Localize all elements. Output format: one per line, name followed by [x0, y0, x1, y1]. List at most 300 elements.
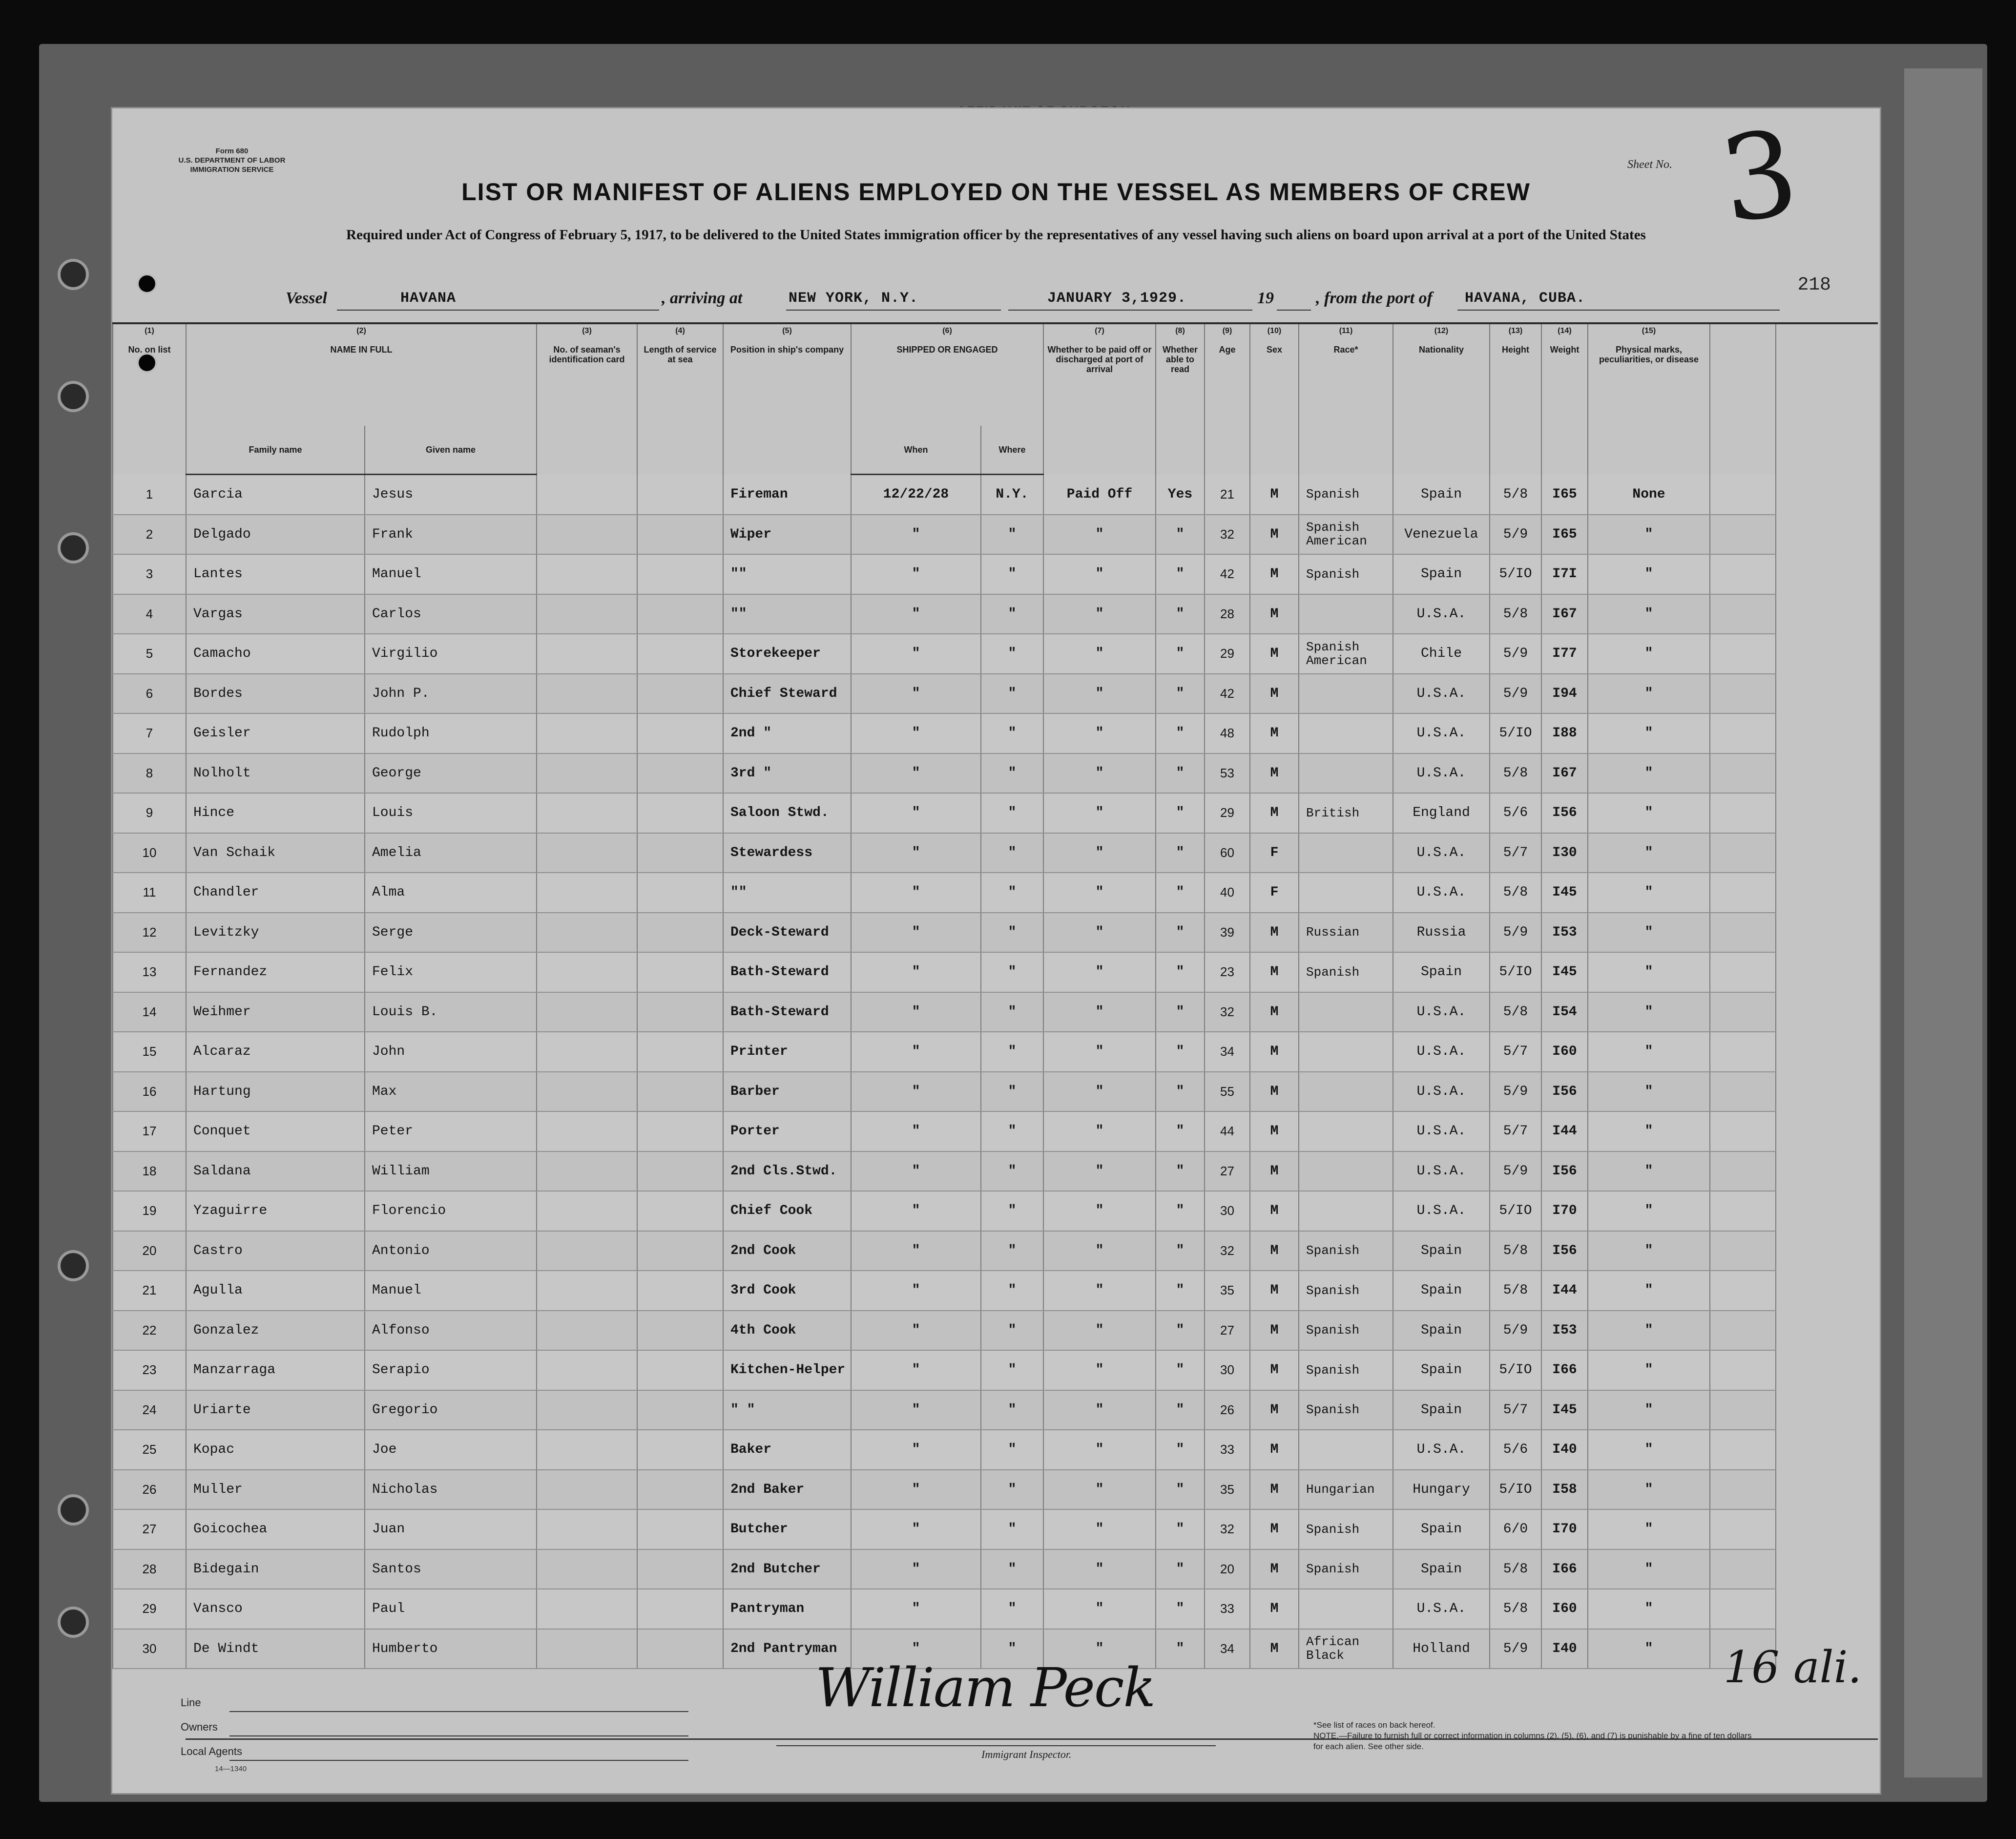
row-number-cell: 30 — [113, 1629, 186, 1669]
id-card-cell — [537, 753, 637, 794]
binder-hole — [58, 259, 89, 290]
sex-cell: M — [1250, 634, 1299, 674]
age-cell: 60 — [1205, 833, 1250, 873]
position-cell: " " — [723, 1390, 851, 1430]
shipped-when-cell: " — [851, 952, 981, 992]
shipped-where-cell: " — [981, 1629, 1043, 1669]
height-cell: 5/8 — [1490, 873, 1541, 913]
race-cell: Spanish — [1299, 475, 1393, 515]
shipped-where-cell: " — [981, 1430, 1043, 1470]
blank-cell-cell — [1710, 634, 1776, 674]
table-row — [113, 1191, 1776, 1231]
service-length-cell — [637, 475, 723, 515]
physical-marks-cell: " — [1588, 594, 1710, 634]
service-name: IMMIGRATION SERVICE — [190, 166, 274, 174]
paid-off-cell: " — [1043, 554, 1156, 594]
service-length-cell — [637, 793, 723, 833]
sex-cell: M — [1250, 1032, 1299, 1072]
blank-cell-cell — [1710, 1390, 1776, 1430]
age-cell: 32 — [1205, 992, 1250, 1032]
id-card-cell — [537, 1509, 637, 1549]
height-cell: 5/9 — [1490, 515, 1541, 555]
nationality-cell: Spain — [1393, 1271, 1490, 1311]
age-cell: 32 — [1205, 515, 1250, 555]
nationality-cell: U.S.A. — [1393, 833, 1490, 873]
height-cell: 5/IO — [1490, 554, 1541, 594]
able-to-read-cell: " — [1156, 1072, 1205, 1112]
table-row — [113, 1390, 1776, 1430]
age-cell: 20 — [1205, 1549, 1250, 1589]
physical-marks-cell: " — [1588, 713, 1710, 753]
agent-labels — [181, 1691, 242, 1764]
given-name-cell: Amelia — [365, 833, 537, 873]
position-cell: Chief Cook — [723, 1191, 851, 1231]
weight-cell: I56 — [1541, 793, 1588, 833]
height-cell: 5/9 — [1490, 674, 1541, 714]
col-header-position: (5) Position in ship's company — [723, 324, 851, 475]
weight-cell: I58 — [1541, 1470, 1588, 1510]
nationality-cell: England — [1393, 793, 1490, 833]
table-row — [113, 1032, 1776, 1072]
shipped-where-cell: " — [981, 1549, 1043, 1589]
nationality-cell: Hungary — [1393, 1470, 1490, 1510]
given-name-cell: Manuel — [365, 554, 537, 594]
shipped-when-cell: " — [851, 793, 981, 833]
sex-cell: M — [1250, 1509, 1299, 1549]
id-card-cell — [537, 952, 637, 992]
sex-cell: M — [1250, 515, 1299, 555]
position-cell: Storekeeper — [723, 634, 851, 674]
shipped-where-cell: " — [981, 913, 1043, 953]
col-header-age: (9) Age — [1205, 324, 1250, 475]
id-card-cell — [537, 1032, 637, 1072]
sex-cell: M — [1250, 1072, 1299, 1112]
table-row — [113, 1151, 1776, 1191]
page-subtitle: Required under Act of Congress of February 5, 1917, to be delivered to the United States immigration officer by the representatives of any vessel having such aliens on board upon arrival at a port of the United States — [346, 227, 1646, 243]
col-header-family-name: Family name — [186, 426, 365, 475]
weight-cell: I44 — [1541, 1271, 1588, 1311]
table-row — [113, 634, 1776, 674]
page-title: LIST OR MANIFEST OF ALIENS EMPLOYED ON THE VESSEL AS MEMBERS OF CREW — [461, 178, 1531, 206]
nationality-cell: Spain — [1393, 1231, 1490, 1271]
shipped-where-cell: " — [981, 515, 1043, 555]
sheet-number-label: Sheet No. — [1627, 158, 1672, 171]
nationality-cell: U.S.A. — [1393, 674, 1490, 714]
family-name-cell: Levitzky — [186, 913, 365, 953]
given-name-cell: Florencio — [365, 1191, 537, 1231]
physical-marks-cell: " — [1588, 753, 1710, 794]
blank-cell-cell — [1710, 713, 1776, 753]
nationality-cell: Holland — [1393, 1629, 1490, 1669]
inspector-caption: Immigrant Inspector. — [981, 1748, 1072, 1760]
family-name-cell: Fernandez — [186, 952, 365, 992]
age-cell: 35 — [1205, 1470, 1250, 1510]
shipped-when-cell: " — [851, 913, 981, 953]
race-cell: Spanish American — [1299, 515, 1393, 555]
table-row — [113, 833, 1776, 873]
manifest-sheet — [112, 104, 1880, 1793]
stamp-number: 218 — [1797, 274, 1831, 295]
col-header-service: (4) Length of service at sea — [637, 324, 723, 475]
sex-cell: M — [1250, 713, 1299, 753]
sex-cell: M — [1250, 913, 1299, 953]
position-cell: "" — [723, 554, 851, 594]
family-name-cell: Van Schaik — [186, 833, 365, 873]
race-cell — [1299, 753, 1393, 794]
position-cell: Bath-Steward — [723, 952, 851, 992]
family-name-cell: Vargas — [186, 594, 365, 634]
height-cell: 5/9 — [1490, 1311, 1541, 1351]
binder-hole — [58, 1607, 89, 1638]
height-cell: 5/8 — [1490, 753, 1541, 794]
line-label: Line — [181, 1696, 201, 1709]
given-name-cell: Peter — [365, 1111, 537, 1151]
sex-cell: M — [1250, 1350, 1299, 1390]
position-cell: Kitchen-Helper — [723, 1350, 851, 1390]
able-to-read-cell: " — [1156, 793, 1205, 833]
race-cell — [1299, 873, 1393, 913]
vessel-name: HAVANA — [400, 290, 457, 307]
shipped-when-cell: 12/22/28 — [851, 475, 981, 515]
height-cell: 5/IO — [1490, 1470, 1541, 1510]
blank-cell-cell — [1710, 1589, 1776, 1629]
col-header-shipped: (6) SHIPPED OR ENGAGED — [851, 324, 1043, 426]
paid-off-cell: " — [1043, 674, 1156, 714]
nationality-cell: U.S.A. — [1393, 1151, 1490, 1191]
row-number-cell: 10 — [113, 833, 186, 873]
blank-cell-cell — [1710, 674, 1776, 714]
table-row — [113, 793, 1776, 833]
weight-cell: I45 — [1541, 952, 1588, 992]
position-cell: Deck-Steward — [723, 913, 851, 953]
shipped-when-cell: " — [851, 634, 981, 674]
blank-cell-cell — [1710, 913, 1776, 953]
family-name-cell: Hince — [186, 793, 365, 833]
given-name-cell: Humberto — [365, 1629, 537, 1669]
col-header-marks: (15) Physical marks, peculiarities, or disease — [1588, 324, 1710, 475]
weight-cell: I66 — [1541, 1350, 1588, 1390]
blank-cell-cell — [1710, 1072, 1776, 1112]
sex-cell: M — [1250, 1589, 1299, 1629]
shipped-where-cell: " — [981, 1191, 1043, 1231]
row-number-cell: 19 — [113, 1191, 186, 1231]
table-row — [113, 952, 1776, 992]
blank-cell-cell — [1710, 1271, 1776, 1311]
family-name-cell: Garcia — [186, 475, 365, 515]
col-header-name: (2) NAME IN FULL — [186, 324, 537, 426]
row-number-cell: 17 — [113, 1111, 186, 1151]
sex-cell: M — [1250, 1191, 1299, 1231]
race-cell: Hungarian — [1299, 1470, 1393, 1510]
crew-table-wrap — [112, 322, 1878, 1740]
sex-cell: M — [1250, 594, 1299, 634]
blank-cell-cell — [1710, 594, 1776, 634]
row-number-cell: 23 — [113, 1350, 186, 1390]
vessel-label: Vessel — [286, 289, 327, 307]
paid-off-cell: " — [1043, 753, 1156, 794]
family-name-cell: Conquet — [186, 1111, 365, 1151]
row-number-cell: 1 — [113, 475, 186, 515]
id-card-cell — [537, 674, 637, 714]
shipped-where-cell: " — [981, 674, 1043, 714]
family-name-cell: Manzarraga — [186, 1350, 365, 1390]
service-length-cell — [637, 1151, 723, 1191]
footer-notes — [1313, 1720, 1753, 1752]
id-card-cell — [537, 594, 637, 634]
given-name-cell: Manuel — [365, 1271, 537, 1311]
shipped-when-cell: " — [851, 1629, 981, 1669]
year-underline — [1277, 310, 1311, 311]
id-card-cell — [537, 713, 637, 753]
height-cell: 5/6 — [1490, 793, 1541, 833]
race-cell: Spanish — [1299, 1549, 1393, 1589]
able-to-read-cell: " — [1156, 713, 1205, 753]
given-name-cell: Felix — [365, 952, 537, 992]
sex-cell: M — [1250, 1629, 1299, 1669]
position-cell: 3rd " — [723, 753, 851, 794]
shipped-when-cell: " — [851, 1509, 981, 1549]
paid-off-cell: " — [1043, 1271, 1156, 1311]
height-cell: 5/8 — [1490, 992, 1541, 1032]
position-cell: Bath-Steward — [723, 992, 851, 1032]
arriving-port: NEW YORK, N.Y. — [789, 290, 919, 307]
col-header-number: (1) No. on list — [113, 324, 186, 475]
shipped-where-cell: " — [981, 1509, 1043, 1549]
id-card-cell — [537, 833, 637, 873]
nationality-cell: U.S.A. — [1393, 873, 1490, 913]
service-length-cell — [637, 753, 723, 794]
paid-off-cell: " — [1043, 1191, 1156, 1231]
paid-off-cell: " — [1043, 594, 1156, 634]
nationality-cell: Spain — [1393, 1509, 1490, 1549]
weight-cell: I70 — [1541, 1509, 1588, 1549]
shipped-when-cell: " — [851, 1311, 981, 1351]
paid-off-cell: " — [1043, 1032, 1156, 1072]
able-to-read-cell: " — [1156, 1390, 1205, 1430]
paid-off-cell: Paid Off — [1043, 475, 1156, 515]
position-cell: 2nd Baker — [723, 1470, 851, 1510]
height-cell: 5/9 — [1490, 1151, 1541, 1191]
age-cell: 30 — [1205, 1350, 1250, 1390]
row-number-cell: 26 — [113, 1470, 186, 1510]
row-number-cell: 29 — [113, 1589, 186, 1629]
col-header-weight: (14) Weight — [1541, 324, 1588, 475]
able-to-read-cell: " — [1156, 1350, 1205, 1390]
given-name-cell: Louis B. — [365, 992, 537, 1032]
able-to-read-cell: " — [1156, 913, 1205, 953]
sex-cell: M — [1250, 753, 1299, 794]
position-cell: Saloon Stwd. — [723, 793, 851, 833]
row-number-cell: 6 — [113, 674, 186, 714]
blank-cell-cell — [1710, 1549, 1776, 1589]
blank-cell-cell — [1710, 1032, 1776, 1072]
binder-hole — [58, 381, 89, 412]
family-name-cell: Chandler — [186, 873, 365, 913]
service-length-cell — [637, 1191, 723, 1231]
race-cell: Spanish American — [1299, 634, 1393, 674]
height-cell: 5/IO — [1490, 1350, 1541, 1390]
position-cell: Wiper — [723, 515, 851, 555]
shipped-where-cell: " — [981, 1589, 1043, 1629]
able-to-read-cell: " — [1156, 1231, 1205, 1271]
id-card-cell — [537, 1350, 637, 1390]
race-cell: Spanish — [1299, 1390, 1393, 1430]
shipped-when-cell: " — [851, 713, 981, 753]
sex-cell: M — [1250, 952, 1299, 992]
family-name-cell: Lantes — [186, 554, 365, 594]
position-cell: Baker — [723, 1430, 851, 1470]
race-cell — [1299, 1032, 1393, 1072]
height-cell: 5/8 — [1490, 1549, 1541, 1589]
paid-off-cell: " — [1043, 833, 1156, 873]
weight-cell: I65 — [1541, 515, 1588, 555]
physical-marks-cell: None — [1588, 475, 1710, 515]
position-cell: Fireman — [723, 475, 851, 515]
paid-off-cell: " — [1043, 1430, 1156, 1470]
family-name-cell: Goicochea — [186, 1509, 365, 1549]
physical-marks-cell: " — [1588, 1151, 1710, 1191]
line-underline — [229, 1711, 688, 1712]
able-to-read-cell: " — [1156, 753, 1205, 794]
arrival-date: JANUARY 3,1929. — [1047, 290, 1187, 307]
family-name-cell: Yzaguirre — [186, 1191, 365, 1231]
able-to-read-cell: " — [1156, 674, 1205, 714]
race-cell — [1299, 1191, 1393, 1231]
able-to-read-cell: " — [1156, 1151, 1205, 1191]
able-to-read-cell: " — [1156, 554, 1205, 594]
blank-cell-cell — [1710, 515, 1776, 555]
shipped-where-cell: " — [981, 1111, 1043, 1151]
physical-marks-cell: " — [1588, 1191, 1710, 1231]
able-to-read-cell: " — [1156, 594, 1205, 634]
age-cell: 32 — [1205, 1509, 1250, 1549]
col-header-where: Where — [981, 426, 1043, 475]
race-cell: Spanish — [1299, 1350, 1393, 1390]
id-card-cell — [537, 873, 637, 913]
table-row — [113, 713, 1776, 753]
id-card-cell — [537, 1589, 637, 1629]
service-length-cell — [637, 554, 723, 594]
table-row — [113, 515, 1776, 555]
inspector-signature: William Peck — [815, 1656, 1155, 1719]
shipped-when-cell: " — [851, 1549, 981, 1589]
position-cell: 2nd Pantryman — [723, 1629, 851, 1669]
paid-off-cell: " — [1043, 1151, 1156, 1191]
given-name-cell: Nicholas — [365, 1470, 537, 1510]
given-name-cell: William — [365, 1151, 537, 1191]
given-name-cell: Gregorio — [365, 1390, 537, 1430]
id-card-cell — [537, 515, 637, 555]
able-to-read-cell: " — [1156, 1549, 1205, 1589]
department-name: U.S. DEPARTMENT OF LABOR — [178, 156, 286, 165]
owners-underline — [229, 1735, 688, 1736]
given-name-cell: Max — [365, 1072, 537, 1112]
able-to-read-cell: " — [1156, 1271, 1205, 1311]
table-row — [113, 1231, 1776, 1271]
physical-marks-cell: " — [1588, 833, 1710, 873]
back-sheet-edge — [1904, 68, 1982, 1777]
nationality-cell: U.S.A. — [1393, 1032, 1490, 1072]
sex-cell: M — [1250, 1151, 1299, 1191]
paid-off-cell: " — [1043, 1111, 1156, 1151]
physical-marks-cell: " — [1588, 1589, 1710, 1629]
weight-cell: I66 — [1541, 1549, 1588, 1589]
able-to-read-cell: " — [1156, 873, 1205, 913]
shipped-where-cell: " — [981, 992, 1043, 1032]
service-length-cell — [637, 1549, 723, 1589]
service-length-cell — [637, 873, 723, 913]
sex-cell: M — [1250, 475, 1299, 515]
blank-cell-cell — [1710, 1350, 1776, 1390]
service-length-cell — [637, 992, 723, 1032]
nationality-cell: Spain — [1393, 952, 1490, 992]
position-cell: 2nd Butcher — [723, 1549, 851, 1589]
row-number-cell: 9 — [113, 793, 186, 833]
col-header-when: When — [851, 426, 981, 475]
given-name-cell: Serapio — [365, 1350, 537, 1390]
service-length-cell — [637, 1072, 723, 1112]
shipped-where-cell: " — [981, 1271, 1043, 1311]
row-number-cell: 11 — [113, 873, 186, 913]
height-cell: 5/9 — [1490, 913, 1541, 953]
row-number-cell: 8 — [113, 753, 186, 794]
given-name-cell: Joe — [365, 1430, 537, 1470]
age-cell: 42 — [1205, 554, 1250, 594]
form-header — [112, 104, 1880, 318]
given-name-cell: Serge — [365, 913, 537, 953]
given-name-cell: Santos — [365, 1549, 537, 1589]
height-cell: 5/8 — [1490, 475, 1541, 515]
position-cell: "" — [723, 873, 851, 913]
paid-off-cell: " — [1043, 1231, 1156, 1271]
physical-marks-cell: " — [1588, 1470, 1710, 1510]
service-length-cell — [637, 1271, 723, 1311]
row-number-cell: 7 — [113, 713, 186, 753]
given-name-cell: Jesus — [365, 475, 537, 515]
paid-off-cell: " — [1043, 713, 1156, 753]
family-name-cell: Uriarte — [186, 1390, 365, 1430]
sex-cell: M — [1250, 1390, 1299, 1430]
race-cell — [1299, 1430, 1393, 1470]
age-cell: 21 — [1205, 475, 1250, 515]
nationality-cell: Russia — [1393, 913, 1490, 953]
row-number-cell: 14 — [113, 992, 186, 1032]
weight-cell: I67 — [1541, 594, 1588, 634]
sex-cell: M — [1250, 1231, 1299, 1271]
nationality-cell: Spain — [1393, 554, 1490, 594]
given-name-cell: Carlos — [365, 594, 537, 634]
blank-cell-cell — [1710, 833, 1776, 873]
sex-cell: F — [1250, 873, 1299, 913]
paid-off-cell: " — [1043, 515, 1156, 555]
height-cell: 5/9 — [1490, 634, 1541, 674]
weight-cell: I7I — [1541, 554, 1588, 594]
blank-cell-cell — [1710, 952, 1776, 992]
height-cell: 6/0 — [1490, 1509, 1541, 1549]
sex-cell: M — [1250, 992, 1299, 1032]
shipped-when-cell: " — [851, 1271, 981, 1311]
shipped-when-cell: " — [851, 674, 981, 714]
position-cell: Chief Steward — [723, 674, 851, 714]
given-name-cell: Alfonso — [365, 1311, 537, 1351]
table-row — [113, 753, 1776, 794]
paid-off-cell: " — [1043, 1509, 1156, 1549]
service-length-cell — [637, 1111, 723, 1151]
col-header-given-name: Given name — [365, 426, 537, 475]
row-number-cell: 27 — [113, 1509, 186, 1549]
paid-off-cell: " — [1043, 1589, 1156, 1629]
family-name-cell: Kopac — [186, 1430, 365, 1470]
